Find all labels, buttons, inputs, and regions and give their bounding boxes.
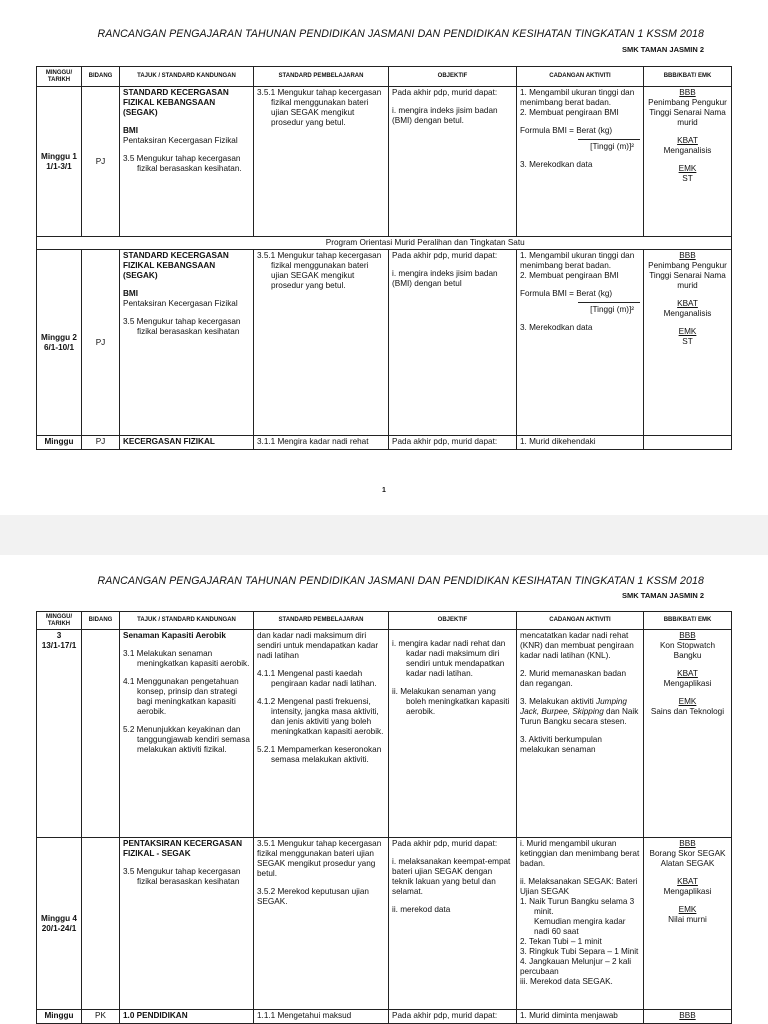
aktiviti-item: 3. Merekodkan data [520, 160, 593, 169]
aktiviti-item: 3. Aktiviti berkumpulan melakukan senaman [520, 735, 602, 754]
tajuk-bmi: BMI [123, 126, 139, 135]
sp-item: 4.1.1 Mengenal pasti kaedah pengiraan kadar nadi latihan. [257, 669, 377, 688]
standard-pembelajaran-cell [254, 630, 389, 838]
bbb-kbat-emk-cell [644, 436, 732, 450]
aktiviti-item: 1. Mengambil ukuran tinggi dan menimbang berat badan. [520, 251, 635, 270]
week-label: Minggu 4 [41, 913, 77, 923]
kbat-items: Mengaplikasi [663, 887, 712, 896]
aktiviti-text: 3. Melakukan aktiviti [520, 697, 596, 706]
emk-label: EMK [678, 905, 697, 914]
col-header-standard-pembelajaran: STANDARD PEMBELAJARAN [254, 612, 389, 630]
emk-items: Nilai murni [668, 915, 707, 924]
bbb-items: Borang Skor SEGAK Alatan SEGAK [649, 849, 726, 868]
objektif-cell: Pada akhir pdp, murid dapat: [389, 436, 517, 450]
kbat-items: Mengaplikasi [663, 679, 712, 688]
tajuk-heading: PENTAKSIRAN KECERGASAN FIZIKAL - SEGAK [123, 839, 243, 858]
week-cell: Minggu [37, 1010, 82, 1024]
tajuk-standard: 3.1 Melakukan senaman meningkatkan kapasiti aerobik. [123, 649, 250, 668]
sp-item: 5.2.1 Mempamerkan keseronokan semasa melakukan aktiviti. [257, 745, 382, 764]
tajuk-standard: 3.5 Mengukur tahap kecergasan fizikal berasaskan kesihatan [123, 867, 241, 886]
objektif-cell [389, 250, 517, 436]
table-row [37, 436, 732, 450]
bmi-formula-denominator: [Tinggi (m)]² [578, 139, 640, 152]
aktiviti-item: 2. Membuat pengiraan BMI [520, 271, 619, 280]
bbb-label: BBB [679, 88, 696, 97]
aktiviti-item: iii. Merekod data SEGAK. [520, 977, 613, 986]
table-header-row [37, 67, 732, 87]
aktiviti-item: 3. Merekodkan data [520, 323, 593, 332]
emk-items: ST [682, 337, 693, 346]
standard-pembelajaran-cell [254, 838, 389, 1010]
tajuk-cell [120, 630, 254, 838]
kbat-label: KBAT [677, 299, 698, 308]
col-header-minggu: MINGGU/ TARIKH [37, 612, 82, 630]
kbat-items: Menganalisis [663, 309, 712, 318]
emk-label: EMK [678, 327, 697, 336]
page-gap [0, 515, 768, 555]
sp-continuation: dan kadar nadi maksimum diri sendiri untuk mendapatkan kadar nadi latihan [257, 631, 379, 660]
sp-item: 4.1.2 Mengenal pasti frekuensi, intensity, jangka masa aktiviti, dan jenis aktiviti yang boleh meningkatkan kapasiti aerobik. [257, 697, 384, 736]
objektif-item: i. mengira kadar nadi rehat dan kadar nadi maksimum diri sendiri untuk mendapatkan kadar nadi latihan. [392, 639, 506, 678]
col-header-cadangan-aktiviti: CADANGAN AKTIVITI [517, 67, 644, 87]
kbat-label: KBAT [677, 669, 698, 678]
col-header-objektif: OBJEKTIF [389, 612, 517, 630]
emk-items: Sains dan Teknologi [650, 707, 725, 716]
document-title: RANCANGAN PENGAJARAN TAHUNAN PENDIDIKAN JASMANI DAN PENDIDIKAN KESIHATAN TINGKATAN 1 KSSM 2018 [97, 575, 704, 587]
aktiviti-cell [517, 87, 644, 237]
objektif-cell: Pada akhir pdp, murid dapat: [389, 1010, 517, 1024]
objektif-item: ii. Melakukan senaman yang boleh meningkatkan kapasiti aerobik. [392, 687, 510, 716]
kbat-label: KBAT [677, 136, 698, 145]
col-header-bidang: BIDANG [82, 67, 120, 87]
tajuk-cell [120, 250, 254, 436]
tajuk-cell: KECERGASAN FIZIKAL [120, 436, 254, 450]
week-dates: 20/1-24/1 [41, 923, 77, 933]
school-name: SMK TAMAN JASMIN 2 [622, 45, 704, 54]
bidang-cell [82, 838, 120, 1010]
bmi-formula: Formula BMI = Berat (kg) [520, 289, 613, 298]
table-row [37, 838, 732, 1010]
aktiviti-item [520, 697, 640, 727]
bbb-items: Penimbang Pengukur Tinggi Senarai Nama murid [648, 261, 727, 290]
emk-label: EMK [678, 164, 697, 173]
standard-pembelajaran-cell: 3.5.1 Mengukur tahap kecergasan fizikal menggunakan bateri ujian SEGAK mengikut prosedur yang betul. [254, 87, 389, 237]
aktiviti-cell [517, 838, 644, 1010]
sp-item: 3.5.1 Mengukur tahap kecergasan fizikal menggunakan bateri ujian SEGAK mengikut prosedur yang betul. [257, 839, 382, 878]
bbb-kbat-emk-cell [644, 838, 732, 1010]
document-title: RANCANGAN PENGAJARAN TAHUNAN PENDIDIKAN JASMANI DAN PENDIDIKAN KESIHATAN TINGKATAN 1 KSSM 2018 [97, 28, 704, 40]
objektif-cell [389, 630, 517, 838]
col-header-bbb-kbat-emk: BBB/KBAT/ EMK [644, 612, 732, 630]
aktiviti-italic-text: Jumping Jack, Burpee, Skipping [520, 697, 627, 716]
tajuk-pentaksiran: Pentaksiran Kecergasan Fizikal [123, 136, 238, 145]
aktiviti-item: 1. Mengambil ukuran tinggi dan menimbang berat badan. [520, 88, 635, 107]
lesson-plan-table [36, 66, 732, 450]
objektif-item: ii. merekod data [392, 905, 451, 914]
aktiviti-cell [517, 630, 644, 838]
week-dates: 13/1-17/1 [41, 641, 77, 650]
col-header-bbb-kbat-emk: BBB/KBAT/ EMK [644, 67, 732, 87]
school-name: SMK TAMAN JASMIN 2 [622, 591, 704, 600]
tajuk-standard: 3.5 Mengukur tahap kecergasan fizikal berasaskan kesihatan. [123, 154, 242, 173]
bidang-cell: PJ [82, 250, 120, 436]
week-dates: 6/1-10/1 [43, 342, 75, 352]
aktiviti-subitem: 1. Naik Turun Bangku selama 3 minit. [520, 897, 635, 916]
emk-items: ST [682, 174, 693, 183]
bidang-cell: PK [82, 1010, 120, 1024]
document-page-2 [0, 555, 768, 1024]
lesson-plan-table [36, 611, 732, 1024]
tajuk-heading: STANDARD KECERGASAN FIZIKAL KEBANGSAAN (SEGAK) [123, 251, 229, 280]
table-row [37, 87, 732, 237]
aktiviti-subitem: Kemudian mengira kadar nadi 60 saat [534, 917, 626, 936]
bbb-items: Kon Stopwatch Bangku [659, 641, 716, 660]
col-header-minggu: MINGGU/ TARIKH [37, 67, 82, 87]
aktiviti-continuation: mencatatkan kadar nadi rehat (KNR) dan membuat pengiraan kadar nadi latihan (KNL). [520, 631, 634, 660]
week-label: 3 [56, 631, 62, 640]
col-header-bidang: BIDANG [82, 612, 120, 630]
bbb-kbat-emk-cell [644, 630, 732, 838]
orientation-note-row [37, 237, 732, 250]
week-cell [37, 838, 82, 1010]
objektif-item: i. mengira indeks jisim badan (BMI) dengan betul [392, 269, 498, 288]
week-label: Minggu 1 [41, 151, 77, 161]
aktiviti-cell: 1. Murid dikehendaki [517, 436, 644, 450]
tajuk-heading: Senaman Kapasiti Aerobik [123, 631, 226, 640]
aktiviti-item: i. Murid mengambil ukuran ketinggian dan menimbang berat badan. [520, 839, 640, 868]
aktiviti-item: 2. Membuat pengiraan BMI [520, 108, 619, 117]
tajuk-heading: STANDARD KECERGASAN FIZIKAL KEBANGSAAN (SEGAK) [123, 88, 229, 117]
week-cell: Minggu [37, 436, 82, 450]
week-cell [37, 250, 82, 436]
objektif-intro: Pada akhir pdp, murid dapat: [392, 839, 498, 848]
week-label: Minggu 2 [41, 332, 77, 342]
tajuk-cell [120, 87, 254, 237]
aktiviti-subitem: 4. Jangkauan Melunjur – 2 kali percubaan [520, 957, 632, 976]
bidang-cell: PJ [82, 87, 120, 237]
tajuk-standard: 3.5 Mengukur tahap kecergasan fizikal berasaskan kesihatan [123, 317, 241, 336]
objektif-cell [389, 87, 517, 237]
bbb-label: BBB [644, 1010, 732, 1024]
standard-pembelajaran-cell: 3.1.1 Mengira kadar nadi rehat [254, 436, 389, 450]
aktiviti-text: dan Naik Turun Bangku secara stesen. [520, 707, 639, 726]
col-header-tajuk: TAJUK / STANDARD KANDUNGAN [120, 612, 254, 630]
bmi-formula: Formula BMI = Berat (kg) [520, 126, 613, 135]
aktiviti-cell: 1. Murid diminta menjawab [517, 1010, 644, 1024]
bbb-label: BBB [679, 839, 696, 848]
col-header-standard-pembelajaran: STANDARD PEMBELAJARAN [254, 67, 389, 87]
tajuk-pentaksiran: Pentaksiran Kecergasan Fizikal [123, 299, 238, 308]
page-number: 1 [382, 487, 386, 494]
standard-pembelajaran-cell: 3.5.1 Mengukur tahap kecergasan fizikal menggunakan bateri ujian SEGAK mengikut prosedur yang betul. [254, 250, 389, 436]
bbb-label: BBB [679, 631, 696, 640]
emk-label: EMK [678, 697, 697, 706]
orientation-note: Program Orientasi Murid Peralihan dan Tingkatan Satu [120, 237, 732, 250]
standard-pembelajaran-cell: 1.1.1 Mengetahui maksud [254, 1010, 389, 1024]
bmi-formula-denominator: [Tinggi (m)]² [578, 302, 640, 315]
bbb-kbat-emk-cell [644, 87, 732, 237]
tajuk-bmi: BMI [123, 289, 139, 298]
week-cell [37, 87, 82, 237]
aktiviti-item: 2. Murid memanaskan badan dan regangan. [520, 669, 627, 688]
bbb-label: BBB [679, 251, 696, 260]
week-dates: 1/1-3/1 [46, 161, 72, 171]
tajuk-standard: 5.2 Menunjukkan keyakinan dan tanggungjawab kendiri semasa melakukan aktiviti fizikal. [123, 725, 250, 754]
objektif-item: i. melaksanakan keempat-empat bateri ujian SEGAK dengan teknik lakuan yang betul dan selamat. [392, 857, 511, 896]
tajuk-cell: 1.0 PENDIDIKAN [120, 1010, 254, 1024]
kbat-items: Menganalisis [663, 146, 712, 155]
tajuk-standard: 4.1 Menggunakan pengetahuan konsep, prinsip dan strategi bagi meningkatkan kapasiti aerobik. [123, 677, 239, 716]
aktiviti-item: ii. Melaksanakan SEGAK: Bateri Ujian SEGAK [520, 877, 638, 896]
col-header-cadangan-aktiviti: CADANGAN AKTIVITI [517, 612, 644, 630]
objektif-intro: Pada akhir pdp, murid dapat: [392, 251, 498, 260]
bidang-cell [82, 630, 120, 838]
objektif-intro: Pada akhir pdp, murid dapat: [392, 88, 498, 97]
table-header-row [37, 612, 732, 630]
sp-item: 3.5.2 Merekod keputusan ujian SEGAK. [257, 887, 369, 906]
aktiviti-cell [517, 250, 644, 436]
week-cell [37, 630, 82, 838]
tajuk-cell [120, 838, 254, 1010]
table-row [37, 250, 732, 436]
kbat-label: KBAT [677, 877, 698, 886]
bidang-cell: PJ [82, 436, 120, 450]
aktiviti-subitem: 3. Ringkuk Tubi Separa – 1 Minit [520, 947, 639, 956]
objektif-item: i. mengira indeks jisim badan (BMI) dengan betul. [392, 106, 498, 125]
bbb-items: Penimbang Pengukur Tinggi Senarai Nama murid [648, 98, 727, 127]
col-header-objektif: OBJEKTIF [389, 67, 517, 87]
aktiviti-subitem: 2. Tekan Tubi – 1 minit [520, 937, 602, 946]
table-row [37, 630, 732, 838]
col-header-tajuk: TAJUK / STANDARD KANDUNGAN [120, 67, 254, 87]
bbb-kbat-emk-cell [644, 250, 732, 436]
table-row [37, 1010, 732, 1024]
objektif-cell [389, 838, 517, 1010]
